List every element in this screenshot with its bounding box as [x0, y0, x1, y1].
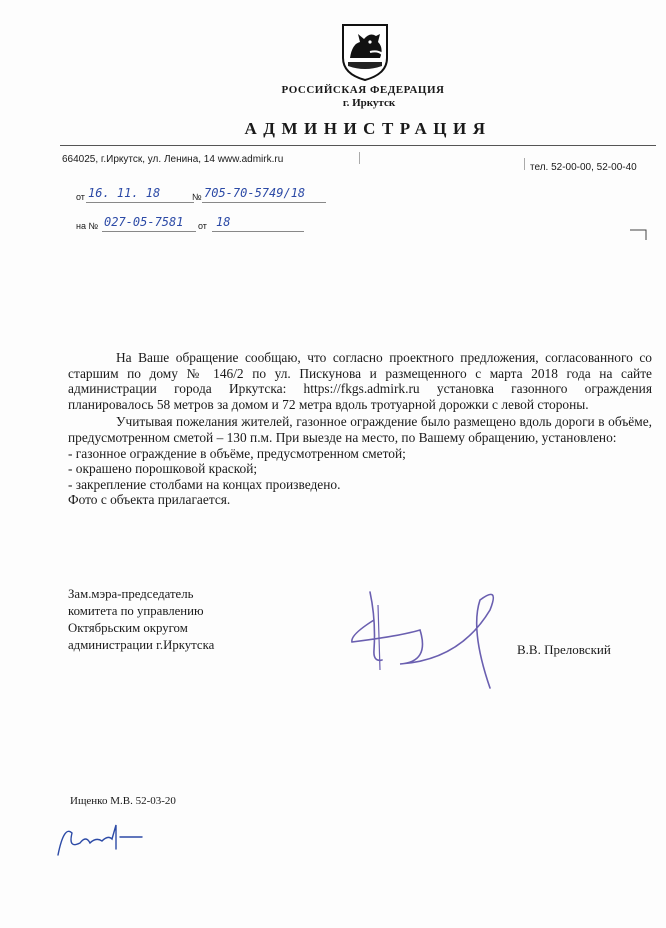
divider [524, 158, 525, 170]
closing-line: Фото с объекта прилагается. [68, 492, 231, 508]
date-line [86, 202, 194, 203]
reply-date-line [212, 231, 304, 232]
country-name: РОССИЙСКАЯ ФЕДЕРАЦИЯ [281, 84, 445, 96]
reply-date-label: от [198, 221, 207, 231]
letter-body [68, 350, 652, 508]
list-item: - окрашено порошковой краской; [68, 461, 258, 477]
date-label: от [76, 192, 85, 202]
position-line: Зам.мэра-председатель [68, 587, 194, 601]
contact-address: 664025, г.Иркутск, ул. Ленина, 14 www.admirk.ru [62, 154, 284, 165]
number-line [202, 202, 326, 203]
organization-title: АДМИНИСТРАЦИЯ [244, 119, 492, 138]
paragraph: Учитывая пожелания жителей, газонное ограждение было размещено вдоль дороги в объёме, предусмотренном сметой – 130 п.м. При выезде на место, по Вашему обращению, установлено: [68, 414, 652, 445]
position-line: администрации г.Иркутска [68, 638, 215, 652]
reply-number-label: на № [76, 221, 99, 231]
corner-mark-icon [628, 228, 648, 242]
outgoing-number: 705-70-5749/18 [204, 186, 306, 200]
handwritten-signature [340, 580, 510, 695]
reference-block [66, 180, 366, 240]
list-item: - газонное ограждение в объёме, предусмотренном сметой; [68, 445, 406, 461]
list-item: - закрепление столбами на концах произведено. [68, 476, 341, 492]
position-line: комитета по управлению [68, 604, 204, 618]
divider [359, 152, 360, 164]
initials-signature [50, 815, 160, 863]
header-rule [60, 145, 656, 146]
signer-position [68, 586, 214, 654]
contact-phone: тел. 52-00-00, 52-00-40 [530, 162, 637, 173]
number-label: № [192, 192, 202, 202]
outgoing-date: 16. 11. 18 [88, 186, 161, 200]
city-name: г. Иркутск [342, 97, 396, 109]
reply-number-line [102, 231, 196, 232]
position-line: Октябрьским округом [68, 621, 188, 635]
signer-name: В.В. Преловский [517, 642, 611, 657]
paragraph: На Ваше обращение сообщаю, что согласно проектного предложения, согласованного со старшим по дому № 146/2 по ул. Пискунова и размещенного с марта 2018 года на сайте администрации города Иркутска: https://fkgs.admirk.ru установка газонного ограждения планировалось 58 метров за домом и 72 метра вдоль тротуарной дорожки с левой стороны. [68, 350, 652, 412]
executor-contact: Ищенко М.В. 52-03-20 [70, 795, 176, 807]
reply-date: 18 [216, 215, 231, 229]
irkutsk-emblem-icon [340, 22, 390, 82]
reply-number: 027-05-7581 [104, 215, 184, 229]
